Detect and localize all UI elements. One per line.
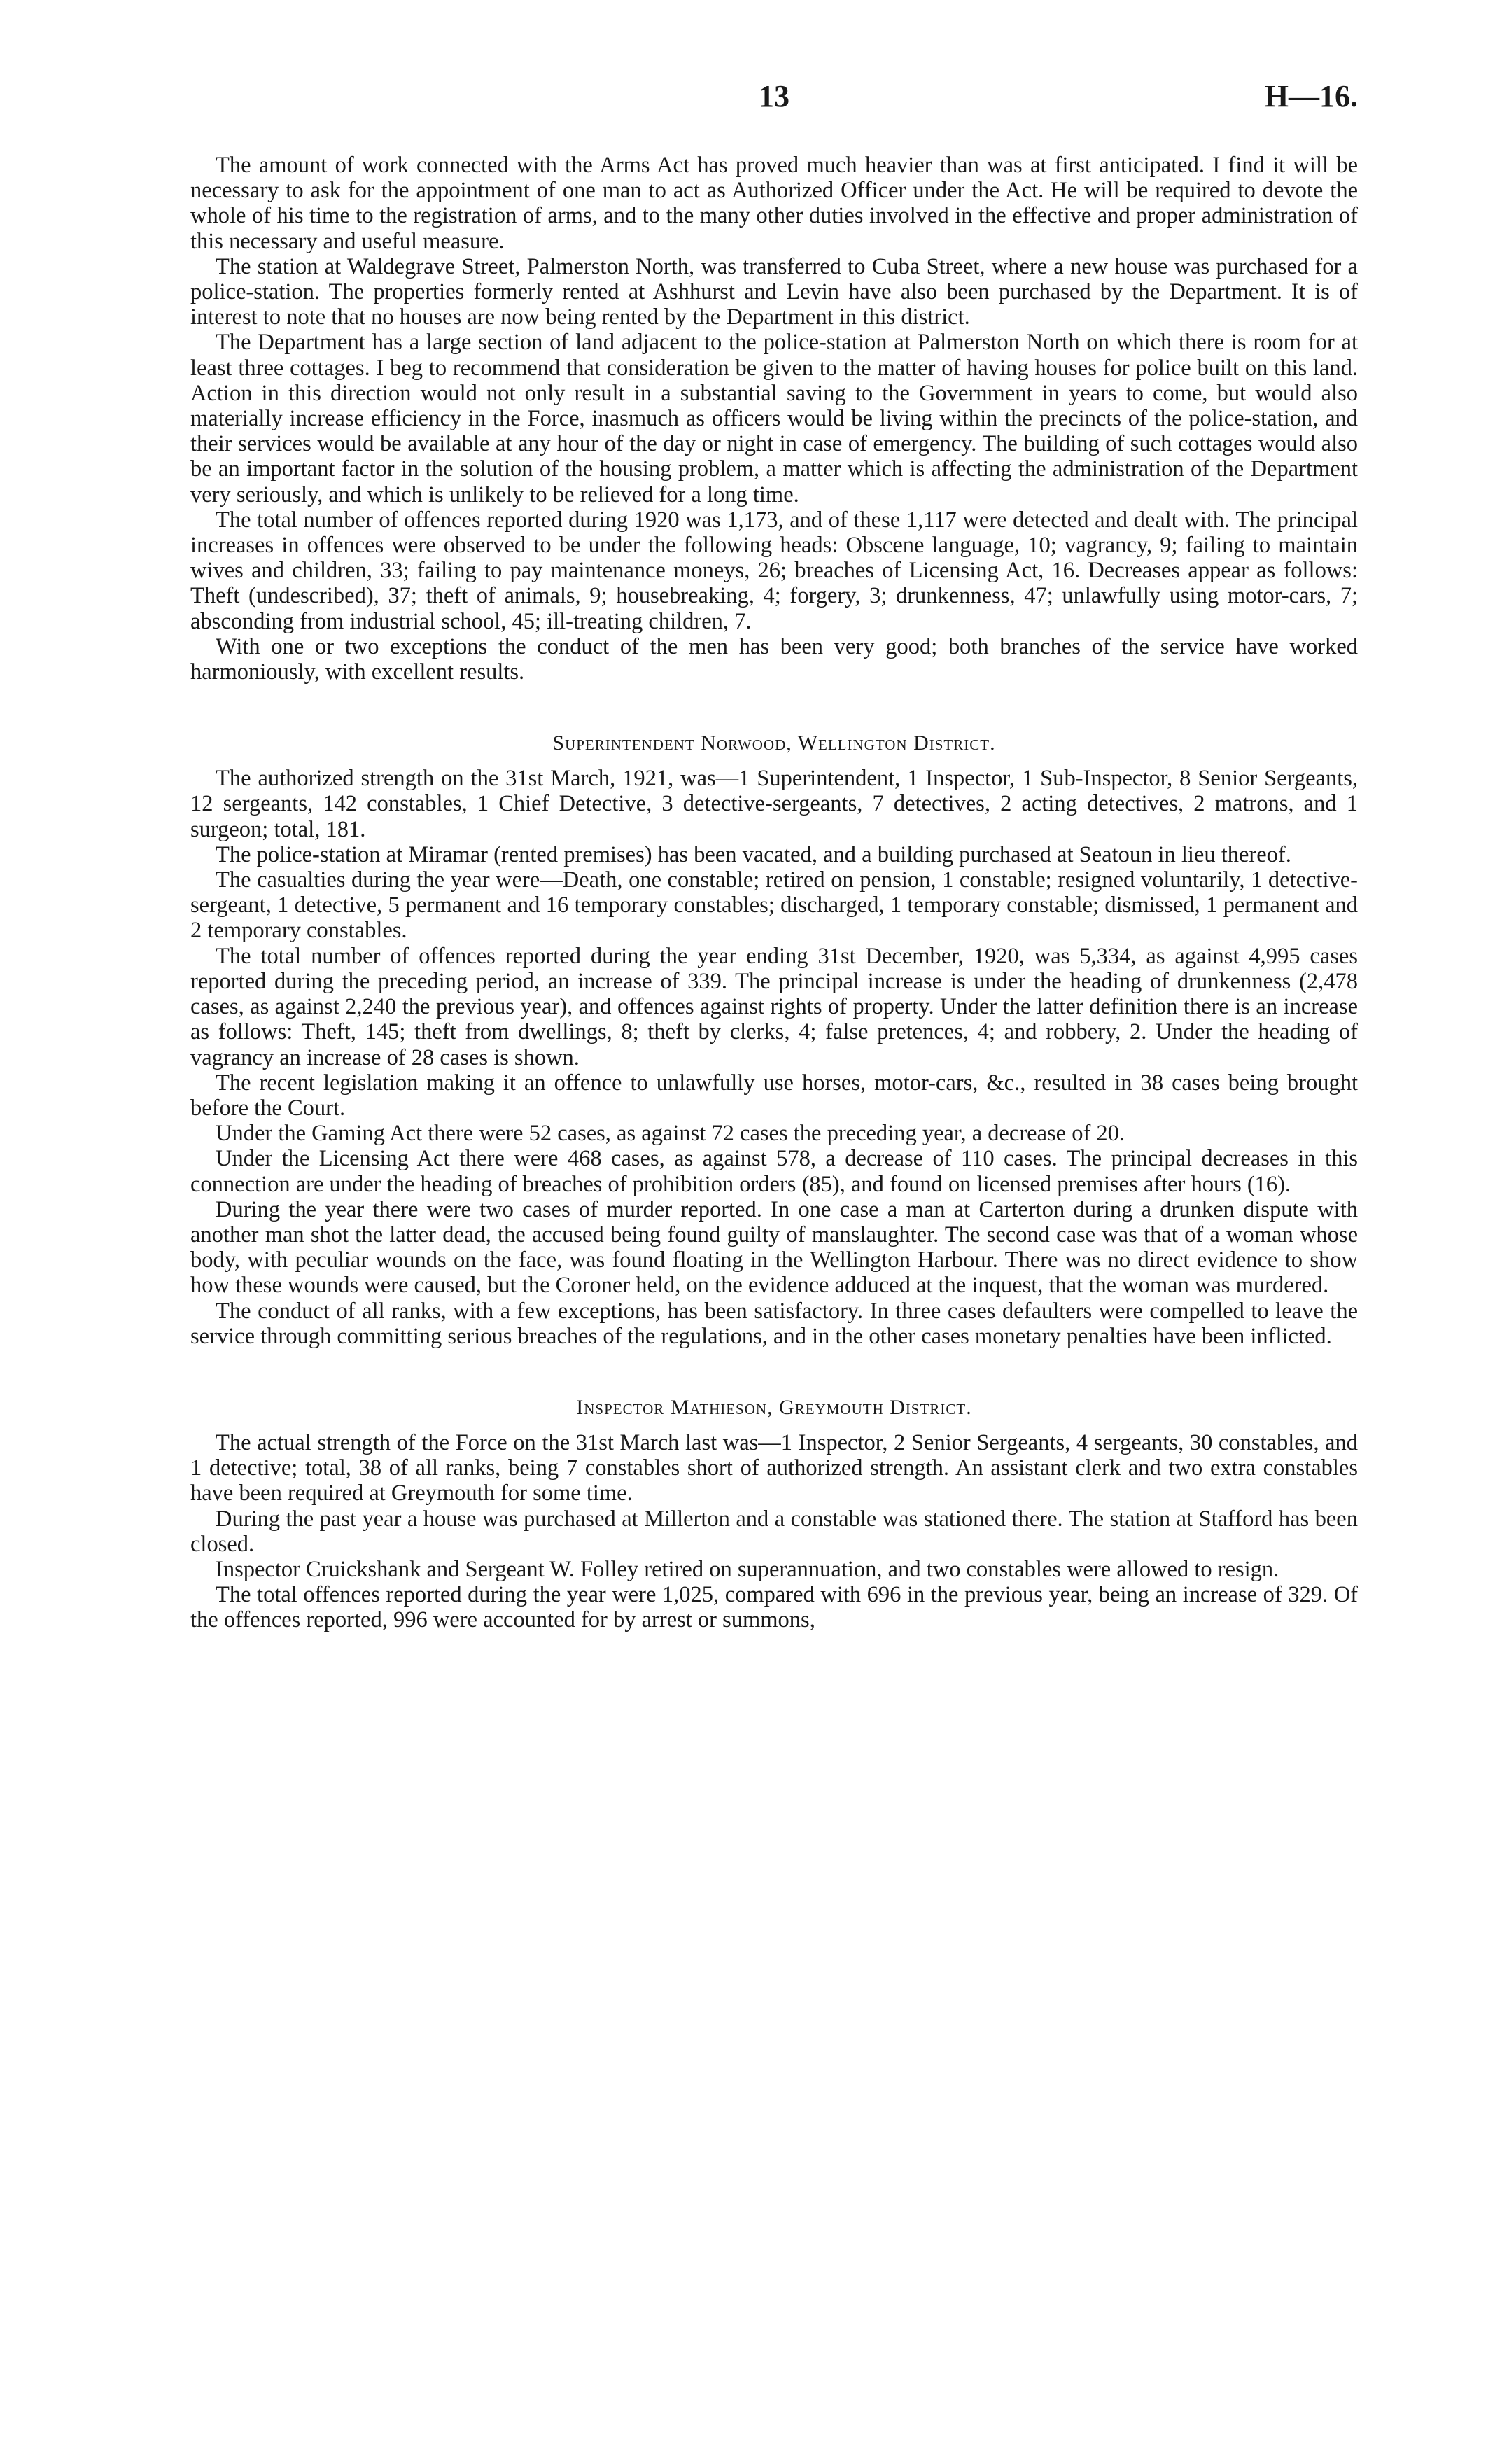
paragraph: The authorized strength on the 31st March, 1921, was—1 Superintendent, 1 Inspector, 1 Sub-Inspector, 8 Senior Sergeants, 12 sergeants, 142 constables, 1 Chief Detective, 3 detective-sergeants, 7 detectives, 2 acting detectives, 2 matrons, and 1 surgeon; total, 181.	[190, 766, 1358, 842]
section-greymouth	[190, 1395, 1358, 1633]
paragraph: Inspector Cruickshank and Sergeant W. Folley retired on superannuation, and two constables were allowed to resign.	[216, 1556, 1279, 1582]
section-wellington	[190, 731, 1358, 1349]
page-header	[190, 78, 1358, 127]
paragraph: The police-station at Miramar (rented premises) has been vacated, and a building purchased at Seatoun in lieu thereof.	[216, 841, 1291, 867]
paragraph: The total number of offences reported during 1920 was 1,173, and of these 1,117 were detected and dealt with. The principal increases in offences were observed to be under the following heads: Obscene language, 10; vagrancy, 9; failing to maintain wives and children, 33; failing to pay maintenance moneys, 26; breaches of Licensing Act, 16. Decreases appear as follows: Theft (undescribed), 37; theft of animals, 9; housebreaking, 4; forgery, 3; drunkenness, 47; unlawfully using motor-cars, 7; absconding from industrial school, 45; ill-treating children, 7.	[190, 507, 1358, 634]
paragraph: The conduct of all ranks, with a few exceptions, has been satisfactory. In three cases defaulters were compelled to leave the service through committing serious breaches of the regulations, and in the other cases monetary penalties have been inflicted.	[190, 1298, 1358, 1349]
paragraph: The actual strength of the Force on the 31st March last was—1 Inspector, 2 Senior Sergeants, 4 sergeants, 30 constables, and 1 detective; total, 38 of all ranks, being 7 constables short of authorized strength. An assistant clerk and two extra constables have been required at Greymouth for some time.	[190, 1429, 1358, 1506]
paragraph: Under the Gaming Act there were 52 cases, as against 72 cases the preceding year, a decrease of 20.	[216, 1121, 1125, 1147]
page-number: 13	[759, 79, 789, 113]
paragraph: The amount of work connected with the Arms Act has proved much heavier than was at first anticipated. I find it will be necessary to ask for the appointment of one man to act as Authorized Officer under the Act. He will be required to devote the whole of his time to the registration of arms, and to the many other duties involved in the effective and proper administration of this necessary and useful measure.	[190, 153, 1358, 254]
document-code: H—16.	[1264, 79, 1358, 113]
section-heading: Superintendent Norwood, Wellington District.	[552, 732, 996, 755]
paragraph: The total number of offences reported during the year ending 31st December, 1920, was 5,334, as against 4,995 cases reported during the preceding period, an increase of 339. The principal increase is under the heading of drunkenness (2,478 cases, as against 2,240 the previous year), and offences against rights of property. Under the latter definition there is an increase as follows: Theft, 145; theft from dwellings, 8; theft by clerks, 4; false pretences, 4; and robbery, 2. Under the heading of vagrancy an increase of 28 cases is shown.	[190, 943, 1358, 1070]
paragraph: With one or two exceptions the conduct of the men has been very good; both branches of the service have worked harmoniously, with excellent results.	[190, 634, 1358, 685]
paragraph: The casualties during the year were—Death, one constable; retired on pension, 1 constable; resigned voluntarily, 1 detective-sergeant, 1 detective, 5 permanent and 16 temporary constables; discharged, 1 temporary constable; dismissed, 1 permanent and 2 temporary constables.	[190, 867, 1358, 944]
paragraph: The recent legislation making it an offence to unlawfully use horses, motor-cars, &c., resulted in 38 cases being brought before the Court.	[190, 1070, 1358, 1121]
section-heading: Inspector Mathieson, Greymouth District.	[576, 1395, 972, 1419]
paragraph: The total offences reported during the year were 1,025, compared with 696 in the previous year, being an increase of 329. Of the offences reported, 996 were accounted for by arrest or summons,	[190, 1582, 1358, 1633]
section-palmerston	[190, 153, 1358, 685]
paragraph: Under the Licensing Act there were 468 cases, as against 578, a decrease of 110 cases. The principal decreases in this connection are under the heading of breaches of prohibition orders (85), and found on licensed premises after hours (16).	[190, 1146, 1358, 1197]
paragraph: During the year there were two cases of murder reported. In one case a man at Carterton during a drunken dispute with another man shot the latter dead, the accused being found guilty of manslaughter. The second case was that of a woman whose body, with peculiar wounds on the face, was found floating in the Wellington Harbour. There was no direct evidence to show how these wounds were caused, but the Coroner held, on the evidence adduced at the inquest, that the woman was murdered.	[190, 1196, 1358, 1298]
paragraph: The station at Waldegrave Street, Palmerston North, was transferred to Cuba Street, where a new house was purchased for a police-station. The properties formerly rented at Ashhurst and Levin have also been purchased by the Department. It is of interest to note that no houses are now being rented by the Department in this district.	[190, 253, 1358, 330]
paragraph: During the past year a house was purchased at Millerton and a constable was stationed there. The station at Stafford has been closed.	[190, 1506, 1358, 1557]
body-text	[190, 153, 1358, 1633]
paragraph: The Department has a large section of land adjacent to the police-station at Palmerston North on which there is room for at least three cottages. I beg to recommend that consideration be given to the matter of having houses for police built on this land. Action in this direction would not only result in a substantial saving to the Government in years to come, but would also materially increase efficiency in the Force, inasmuch as officers would be living within the precincts of the police-station, and their services would be available at any hour of the day or night in case of emergency. The building of such cottages would also be an important factor in the solution of the housing problem, a matter which is affecting the administration of the Department very seriously, and which is unlikely to be relieved for a long time.	[190, 330, 1358, 507]
